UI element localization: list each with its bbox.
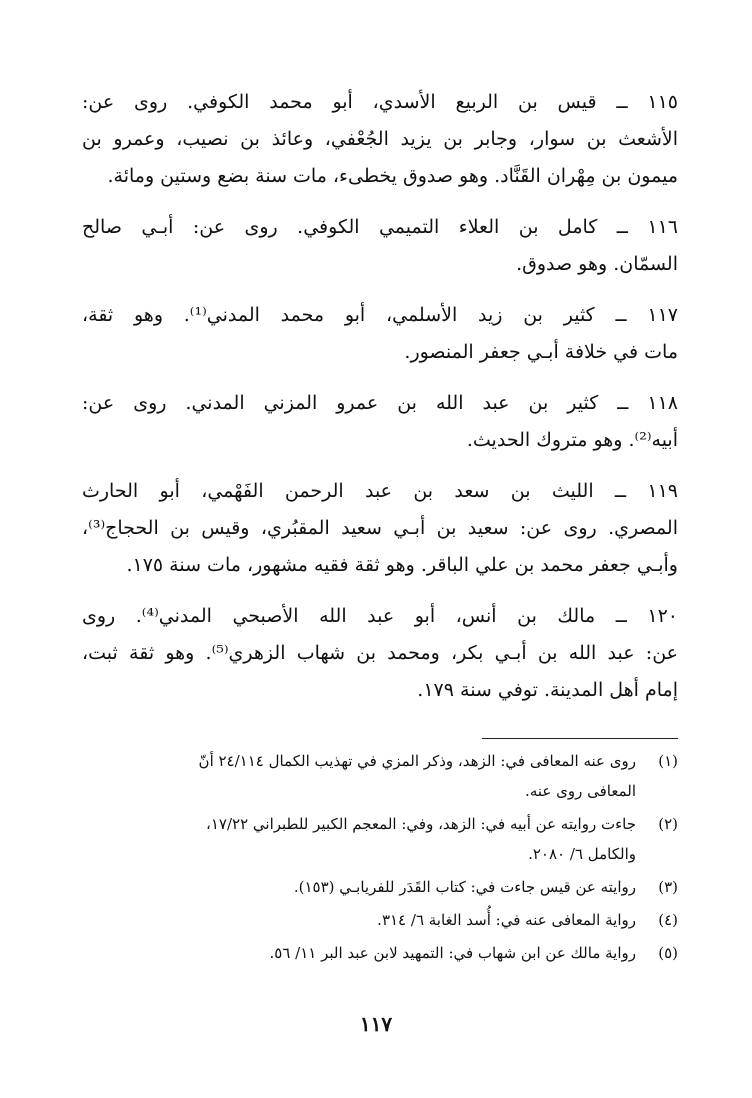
footnote-line: المعافى روى عنه. [525,782,636,800]
text-line: ١١٥ ــ قيس بن الربيع الأسدي، أبو محمد الكوفي. روى عن: [82,91,678,113]
text-line: الأشعث بن سوار، وجابر بن يزيد الجُعْفي، وعائذ بن نصيب، وعمرو بن [82,128,678,150]
text-line: ١١٨ ــ كثير بن عبد الله بن عمرو المزني المدني. روى عن: [82,392,678,414]
main-text [82,84,678,723]
footnote-number: (٣) [658,878,678,896]
text-line: إمام أهل المدينة. توفي سنة ١٧٩. [417,679,678,701]
footnote-5 [82,938,678,968]
footnote-4 [82,905,678,935]
text-line: السمّان. وهو صدوق. [516,253,678,275]
footnote-2 [82,809,678,869]
text-line: أبيه⁽²⁾. وهو متروك الحديث. [466,429,678,451]
footnote-line: جاءت روايته عن أبيه في: الزهد، وفي: المعجم الكبير للطبراني ١٧/٢٢، [206,815,636,833]
text-line: المصري. روى عن: سعيد بن أبـي سعيد المقبُري، وقيس بن الحجاج⁽³⁾، [82,517,678,539]
entry-118 [82,385,678,459]
footnote-1 [82,746,678,806]
footnotes [82,746,678,971]
text-line: ١٢٠ ــ مالك بن أنس، أبو عبد الله الأصبحي المدني⁽⁴⁾. روى [82,605,678,627]
entry-115 [82,84,678,195]
entry-117 [82,297,678,371]
footnote-line: روى عنه المعافى في: الزهد، وذكر المزي في تهذيب الكمال ٢٤/١١٤ أنّ [198,752,636,770]
text-line: ١١٦ ــ كامل بن العلاء التميمي الكوفي. روى عن: أبـي صالح [82,216,678,238]
page-number: ١١٧ [359,1012,393,1036]
footnote-separator [482,738,678,739]
footnote-line: رواية المعافى عنه في: أُسد الغابة ٦/ ٣١٤. [377,911,636,929]
text-line: ١١٧ ــ كثير بن زيد الأسلمي، أبو محمد المدني⁽¹⁾. وهو ثقة، [82,304,679,326]
text-line: ميمون بن مِهْران القَنَّاد. وهو صدوق يخطىء، مات سنة بضع وستين ومائة. [107,165,678,187]
entry-120 [82,598,678,709]
footnote-number: (١) [658,752,678,770]
text-line: ١١٩ ــ الليث بن سعد بن عبد الرحمن الفَهْمي، أبو الحارث [82,480,678,502]
footnote-line: روايته عن قيس جاءت في: كتاب القَدَر للفريابـي (١٥٣). [293,878,636,896]
entry-119 [82,473,678,584]
text-line: مات في خلافة أبـي جعفر المنصور. [404,341,678,363]
footnote-3 [82,872,678,902]
footnote-number: (٥) [658,944,678,962]
footnote-number: (٢) [658,815,678,833]
entry-116 [82,209,678,283]
text-line: وأبـي جعفر محمد بن علي الباقر. وهو ثقة فقيه مشهور، مات سنة ١٧٥. [126,554,678,576]
text-line: عن: عبد الله بن أبـي بكر، ومحمد بن شهاب الزهري⁽⁵⁾. وهو ثقة ثبت، [82,642,678,664]
footnote-line: والكامل ٦/ ٢٠٨٠. [528,845,636,863]
footnote-number: (٤) [658,911,678,929]
footnote-line: رواية مالك عن ابن شهاب في: التمهيد لابن عبد البر ١١/ ٥٦. [269,944,636,962]
